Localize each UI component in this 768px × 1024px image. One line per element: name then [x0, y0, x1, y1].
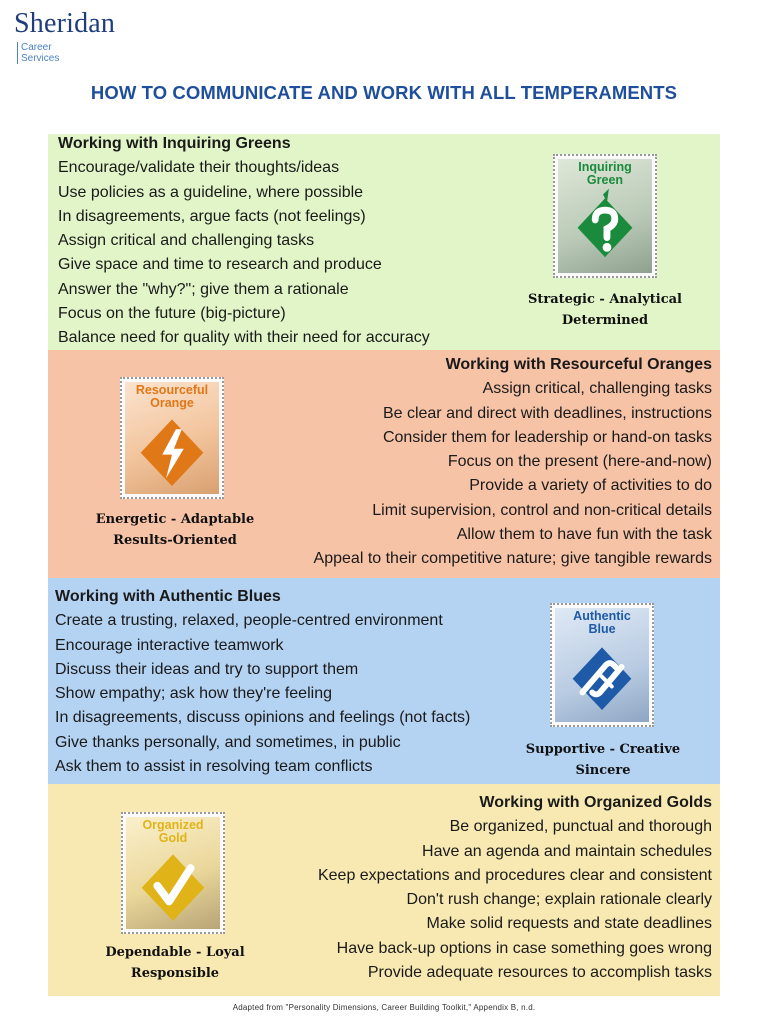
green-list	[58, 132, 430, 351]
list-item: Balance need for quality with their need for accuracy	[58, 329, 430, 347]
list-item: In disagreements, argue facts (not feelings)	[58, 207, 366, 225]
list-item: Ask them to assist in resolving team conflicts	[55, 758, 373, 776]
list-item: Don't rush change; explain rationale clearly	[406, 891, 712, 909]
section-gold	[48, 784, 720, 996]
badge-label-line2: Blue	[588, 622, 616, 636]
caption-line1: Strategic - Analytical	[527, 292, 682, 307]
caption-line2: Sincere	[575, 763, 631, 778]
list-item: Focus on the present (here-and-now)	[447, 453, 712, 471]
inquiring-green-badge	[553, 154, 657, 278]
badge-label-line2: Green	[586, 173, 624, 187]
gold-heading: Working with Organized Golds	[479, 794, 712, 811]
list-item: In disagreements, discuss opinions and feelings (not facts)	[55, 709, 471, 727]
badge-label-line2: Orange	[150, 396, 194, 410]
orange-list	[314, 353, 712, 572]
list-item: Show empathy; ask how they're feeling	[55, 685, 332, 703]
list-item: Have back-up options in case something goes wrong	[336, 939, 712, 957]
orange-heading: Working with Resourceful Oranges	[445, 356, 712, 373]
list-item: Keep expectations and procedures clear and consistent	[317, 866, 712, 884]
list-item: Be clear and direct with deadlines, instructions	[382, 404, 712, 422]
blue-list	[55, 585, 470, 779]
organized-gold-badge	[121, 812, 225, 934]
caption-line1: Supportive - Creative	[525, 742, 681, 757]
orange-caption	[80, 509, 270, 551]
source-footer: Adapted from "Personality Dimensions, Career Building Toolkit," Appendix B, n.d.	[232, 1003, 536, 1012]
badge-label-line2: Gold	[158, 831, 188, 845]
list-item: Create a trusting, relaxed, people-centred environment	[55, 612, 443, 630]
list-item: Use policies as a guideline, where possible	[58, 183, 364, 201]
badge-label-line1: Organized	[142, 818, 204, 832]
logo-name: Sheridan	[14, 8, 116, 39]
gold-list	[318, 791, 712, 985]
section-green	[48, 134, 720, 350]
list-item: Encourage/validate their thoughts/ideas	[58, 159, 340, 177]
resourceful-orange-badge	[120, 377, 224, 499]
list-item: Provide a variety of activities to do	[469, 477, 712, 495]
caption-line2: Determined	[561, 313, 649, 328]
badge-label-line1: Inquiring	[578, 160, 632, 174]
section-blue	[48, 578, 720, 784]
caption-line2: Results-Oriented	[113, 533, 237, 548]
list-item: Focus on the future (big-picture)	[58, 305, 286, 323]
badge-label-line1: Resourceful	[135, 383, 209, 397]
list-item: Allow them to have fun with the task	[456, 526, 712, 544]
list-item: Limit supervision, control and non-critical details	[372, 501, 712, 519]
list-item: Be organized, punctual and thorough	[449, 818, 712, 836]
list-item: Have an agenda and maintain schedules	[422, 842, 712, 860]
list-item: Answer the "why?"; give them a rationale	[58, 280, 349, 298]
list-item: Give space and time to research and produce	[58, 256, 382, 274]
page-title: HOW TO COMMUNICATE AND WORK WITH ALL TEMPERAMENTS	[90, 82, 678, 103]
caption-line1: Dependable - Loyal	[105, 945, 245, 960]
logo-subtitle	[17, 42, 115, 64]
caption-line1: Energetic - Adaptable	[95, 512, 255, 527]
list-item: Discuss their ideas and try to support them	[55, 660, 359, 678]
authentic-blue-badge	[550, 603, 654, 727]
section-orange	[48, 350, 720, 578]
list-item: Make solid requests and state deadlines	[426, 915, 712, 933]
green-heading: Working with Inquiring Greens	[58, 135, 291, 152]
list-item: Give thanks personally, and sometimes, in public	[55, 733, 401, 751]
gold-caption	[80, 942, 270, 984]
caption-line2: Responsible	[130, 966, 220, 981]
list-item: Provide adequate resources to accomplish tasks	[367, 964, 712, 982]
list-item: Consider them for leadership or hand-on tasks	[382, 428, 712, 446]
logo-sub-line1: Career	[21, 42, 52, 53]
green-caption	[510, 289, 700, 331]
logo-sub-line2: Services	[21, 53, 60, 64]
list-item: Appeal to their competitive nature; give tangible rewards	[313, 550, 712, 568]
list-item: Encourage interactive teamwork	[55, 636, 284, 654]
list-item: Assign critical, challenging tasks	[482, 380, 712, 398]
list-item: Assign critical and challenging tasks	[58, 232, 315, 250]
sheridan-logo	[14, 8, 115, 64]
badge-label-line1: Authentic	[573, 609, 631, 623]
blue-heading: Working with Authentic Blues	[55, 588, 281, 605]
blue-caption	[508, 739, 698, 781]
